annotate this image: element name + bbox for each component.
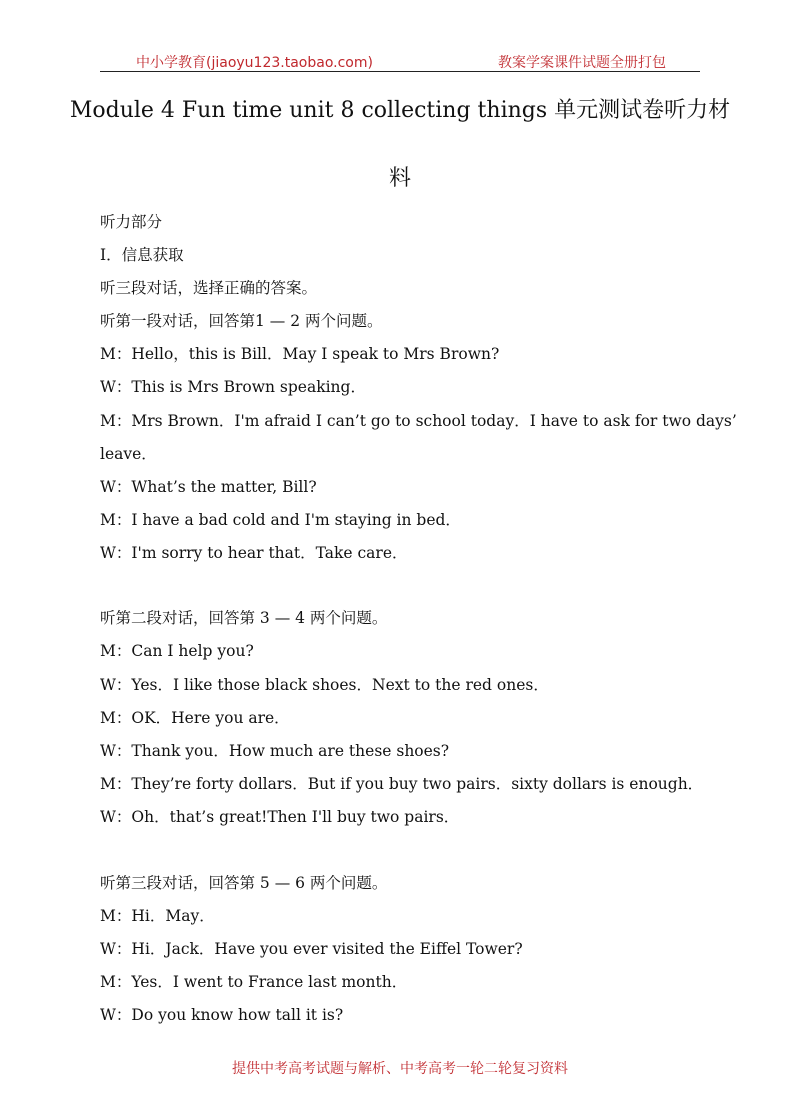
dialogue-3-heading: 听第三段对话，回答第 5 — 6 两个问题。 [100, 874, 388, 892]
page-footer: 提供中考高考试题与解析、中考高考一轮二轮复习资料 [232, 1061, 568, 1077]
dialogue-line: M：They’re forty dollars．But if you buy two pairs．sixty dollars is enough． [100, 775, 704, 793]
dialogue-line: W：Oh．that’s great!Then I'll buy two pairs． [100, 808, 460, 826]
dialogue-line-continuation: leave． [100, 445, 157, 463]
header-left-text: 中小学教育(jiaoyu123.taobao.com) [136, 55, 373, 71]
dialogue-line: M：Can I help you? [100, 642, 254, 660]
dialogue-line: M：Hello，this is Bill．May I speak to Mrs Brown? [100, 345, 500, 363]
dialogue-line: W：Hi．Jack．Have you ever visited the Eiffel Tower? [100, 940, 523, 958]
document-title-line-1: Module 4 Fun time unit 8 collecting things 单元测试卷听力材 [69, 98, 731, 123]
dialogue-line: W：I'm sorry to hear that．Take care． [100, 544, 408, 562]
header-right-text: 教案学案课件试题全册打包 [498, 55, 666, 71]
section-heading: 听力部分 [100, 213, 163, 231]
dialogue-line: W：Do you know how tall it is? [100, 1006, 344, 1024]
dialogue-line: W：Yes．I like those black shoes．Next to the red ones． [100, 676, 549, 694]
dialogue-1-heading: 听第一段对话，回答第1 — 2 两个问题。 [100, 312, 383, 330]
dialogue-line: M：I have a bad cold and I'm staying in bed． [100, 511, 461, 529]
dialogue-line: M：OK．Here you are． [100, 709, 290, 727]
dialogue-2-heading: 听第二段对话，回答第 3 — 4 两个问题。 [100, 609, 388, 627]
dialogue-line: M：Yes．I went to France last month． [100, 973, 408, 991]
dialogue-line: M：Mrs Brown．I'm afraid I can’t go to school today．I have to ask for two days’ [100, 412, 737, 430]
instruction-text: 听三段对话，选择正确的答案。 [100, 279, 318, 297]
dialogue-line: W：Thank you．How much are these shoes? [100, 742, 450, 760]
page-header [100, 52, 700, 70]
dialogue-line: M：Hi．May． [100, 907, 215, 925]
part-heading: I．信息获取 [100, 246, 184, 264]
document-title-line-2: 料 [388, 166, 411, 191]
header-divider [100, 71, 700, 72]
dialogue-line: W：What’s the matter, Bill? [100, 478, 317, 496]
dialogue-line: W：This is Mrs Brown speaking． [100, 378, 366, 396]
